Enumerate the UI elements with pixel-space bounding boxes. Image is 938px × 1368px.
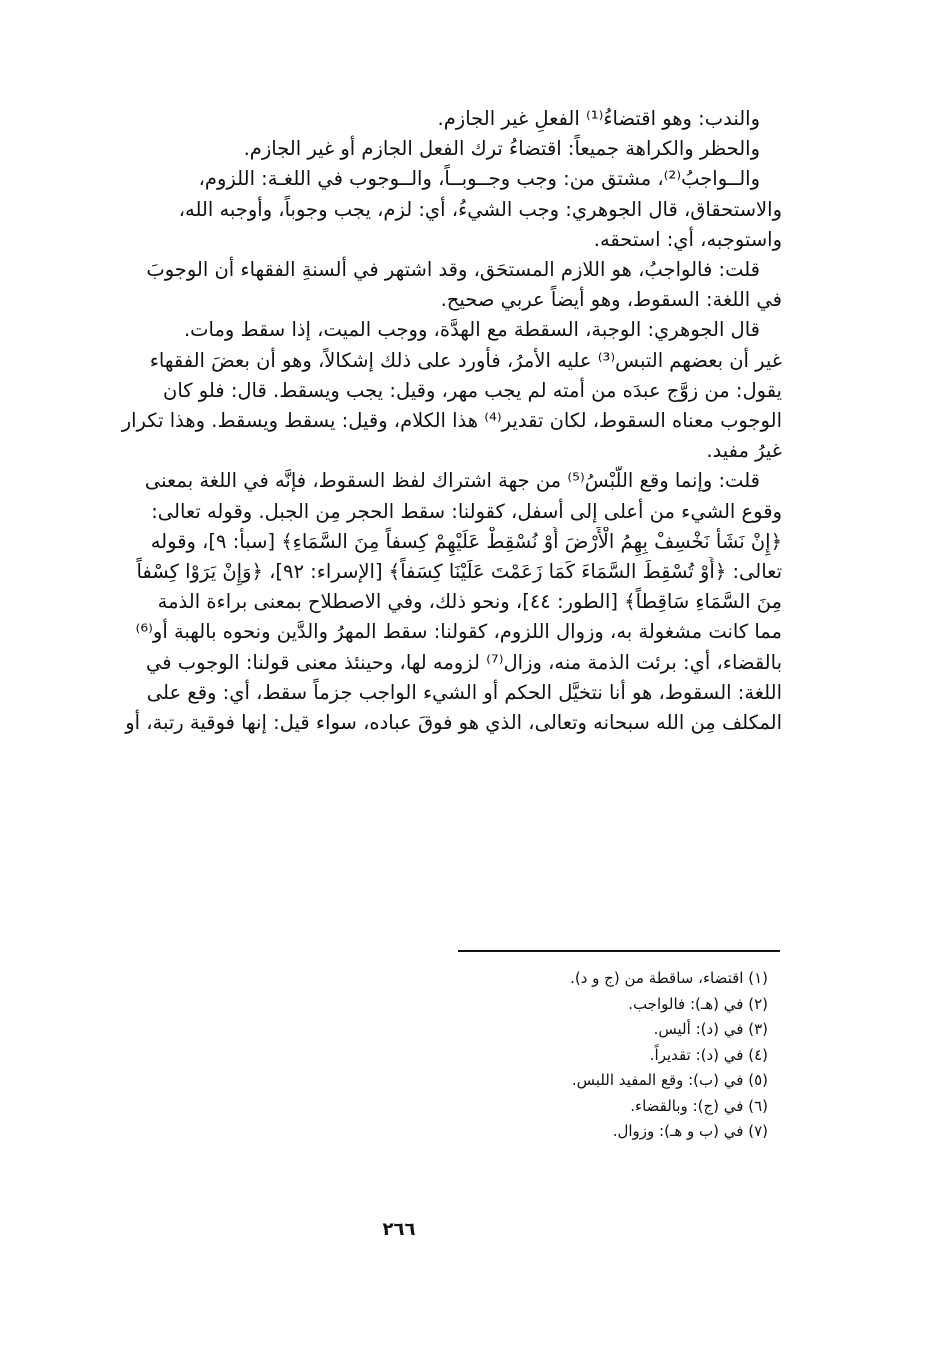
page-number: ٢٦٦ [382, 1219, 416, 1240]
footnote: (٦) في (ج): وبالقضاء. [630, 1096, 768, 1115]
footnotes [360, 966, 768, 1145]
footnote: (٢) في (هـ): فالواجب. [628, 994, 768, 1013]
text-line: غير أن بعضهم التبس⁽³⁾ عليه الأمرُ، فأورد على ذلك إشكالاً، وهو أن بعضَ الفقهاء [149, 348, 782, 372]
text-line: واستوجبه، أي: استحقه. [593, 227, 782, 251]
quran-verse-line: ﴿إِنْ نَشَأْ نَخْسِفْ بِهِمُ الْأَرْضَ أَوْ نُسْقِطْ عَلَيْهِمْ كِسفاً مِنَ السَّمَاءِ﴾ [سبأ: ٩]، وقوله [150, 529, 782, 553]
text-line: اللغة: السقوط، هو أنا نتخيَّل الحكم أو الشيء الواجب جزماً سقط، أي: وقع على [146, 680, 782, 704]
footnote: (٤) في (د): تقديراً. [649, 1045, 768, 1064]
text-line: والحظر والكراهة جميعاً: اقتضاءُ ترك الفعل الجازم أو غير الجازم. [243, 137, 760, 161]
quran-verse-line: تعالى: ﴿أَوْ تُسْقِطَ السَّمَاءَ كَمَا زَعَمْتَ عَلَيْنَا كِسَفاً﴾ [الإسراء: ٩٢]، ﴿وَإِنْ يَرَوْا كِسْفاً [136, 560, 782, 584]
text-line: في اللغة: السقوط، وهو أيضاً عربي صحيح. [440, 288, 782, 312]
text-line: قلت: فالواجبُ، هو اللازم المستحَق، وقد اشتهر في ألسنةِ الفقهاء أن الوجوبَ [146, 258, 760, 282]
footnote: (٥) في (ب): وقع المفيد اللبس. [571, 1071, 768, 1089]
text-line: والــواجبُ⁽²⁾، مشتق من: وجب وجــوبــاً، والــوجوب في اللغـة: اللزوم، [198, 167, 760, 191]
text-line: يقول: من زوَّج عبدَه من أمته لم يجب مهر، وقيل: يجب ويسقط. قال: فلو كان [163, 378, 782, 402]
text-line: قلت: وإنما وقع اللَّبْسُ⁽⁵⁾ من جهة اشتراك لفظ السقوط، فإنَّه في اللغة بمعنى [144, 469, 760, 493]
footnote: (٣) في (د): أليس. [653, 1020, 768, 1038]
text-line: قال الجوهري: الوجبة، السقطة مع الهدَّة، ووجب الميت، إذا سقط ومات. [183, 318, 760, 342]
footnote: (٧) في (ب و هـ): وزوال. [612, 1122, 768, 1140]
text-line: بالقضاء، أي: برئت الذمة منه، وزال⁽⁷⁾ لزومه لها، وحينئذ معنى قولنا: الوجوب في [145, 650, 782, 674]
text-line: والندب: وهو اقتضاءُ⁽¹⁾ الفعلِ غير الجازم. [437, 107, 760, 130]
text-line: وقوع الشيء من أعلى إلى أسفل، كقولنا: سقط الحجر مِن الجبل. وقوله تعالى: [151, 499, 782, 523]
text-line: الوجوب معناه السقوط، لكان تقدير⁽⁴⁾ هذا الكلام، وقيل: يسقط ويسقط. وهذا تكرار [121, 409, 782, 433]
text-line: مما كانت مشغولة به، وزوال اللزوم، كقولنا: سقط المهرُ والدَّين ونحوه بالهبة أو⁽⁶⁾ [135, 620, 782, 644]
main-text [60, 104, 782, 738]
text-line: المكلف مِن الله سبحانه وتعالى، الذي هو فوقَ عباده، سواء قيل: إنها فوقية رتبة، أو [125, 711, 782, 735]
footnote: (١) اقتضاء، ساقطة من (ج و د). [570, 969, 768, 987]
text-line: غيرُ مفيد. [706, 439, 782, 463]
footnote-divider [458, 950, 780, 952]
text-line: والاستحقاق، قال الجوهري: وجب الشيءُ، أي: لزم، يجب وجوباً، وأوجبه الله، [178, 197, 782, 221]
quran-verse-line: مِنَ السَّمَاءِ سَاقِطاً﴾ [الطور: ٤٤]، ونحو ذلك، وفي الاصطلاح بمعنى براءة الذمة [157, 590, 782, 614]
